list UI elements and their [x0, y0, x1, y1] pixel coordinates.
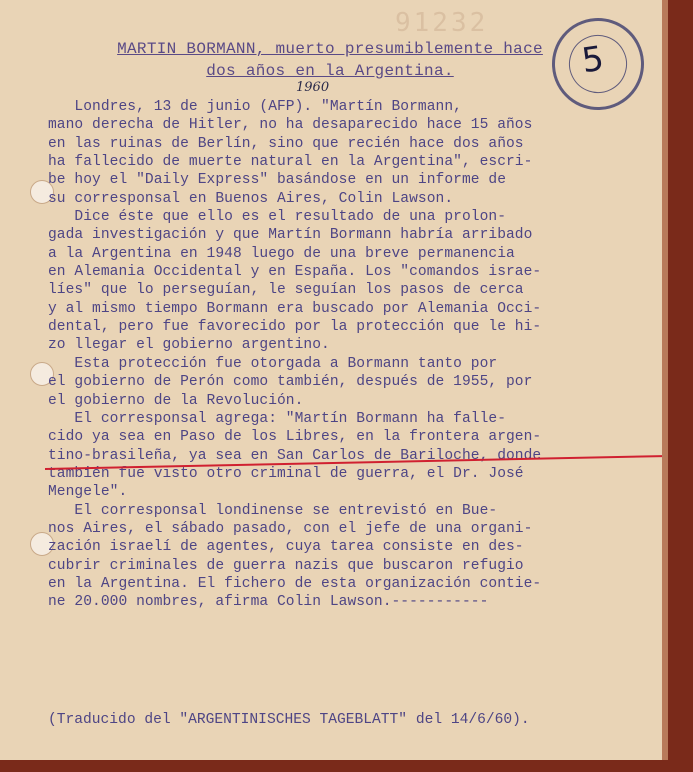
- text-line: Esta protección fue otorgada a Bormann tanto por: [48, 355, 498, 372]
- title-line-2: dos años en la Argentina.: [206, 62, 454, 80]
- text-line: gada investigación y que Martín Bormann habría arribado: [48, 227, 533, 244]
- text-line: cido ya sea en Paso de los Libres, en la frontera argen-: [48, 429, 542, 446]
- background-edge: [668, 0, 693, 772]
- document-title: [60, 38, 600, 82]
- article-body: [48, 98, 668, 612]
- text-line: zo llegar el gobierno argentino.: [48, 337, 330, 354]
- background-edge: [0, 760, 693, 772]
- text-line: El corresponsal londinense se entrevistó en Bue-: [48, 502, 498, 519]
- text-line: en las ruinas de Berlín, sino que recién hace dos años: [48, 135, 524, 152]
- text-line: a la Argentina en 1948 luego de una breve permanencia: [48, 245, 515, 262]
- text-line: ne 20.000 nombres, afirma Colin Lawson.-----------: [48, 594, 489, 611]
- stamp-number: 5: [579, 38, 607, 82]
- text-line: cubrir criminales de guerra nazis que buscaron refugio: [48, 557, 524, 574]
- text-line: El corresponsal agrega: "Martín Bormann ha falle-: [48, 410, 506, 427]
- text-line: el gobierno de la Revolución.: [48, 392, 304, 409]
- text-line: nos Aires, el sábado pasado, con el jefe de una organi-: [48, 520, 533, 537]
- text-line: en Alemania Occidental y en España. Los "comandos israe-: [48, 264, 542, 281]
- text-line: Mengele".: [48, 484, 128, 501]
- text-line: el gobierno de Perón como también, después de 1955, por: [48, 374, 533, 391]
- title-line-1: MARTIN BORMANN, muerto presumiblemente hace: [117, 40, 543, 58]
- handwritten-year: 1960: [296, 80, 330, 95]
- text-line: líes" que lo perseguían, le seguían los pasos de cerca: [48, 282, 524, 299]
- document-footer: (Traducido del "ARGENTINISCHES TAGEBLATT" del 14/6/60).: [48, 712, 530, 728]
- text-line: su corresponsal en Buenos Aires, Colin Lawson.: [48, 190, 454, 207]
- text-line: zación israelí de agentes, cuya tarea consiste en des-: [48, 539, 524, 556]
- text-line: Londres, 13 de junio (AFP). "Martín Bormann,: [48, 99, 462, 115]
- text-line: mano derecha de Hitler, no ha desaparecido hace 15 años: [48, 117, 533, 134]
- text-line: ha fallecido de muerte natural en la Argentina", escri-: [48, 154, 533, 171]
- faint-background-mark: 91232: [395, 8, 489, 38]
- text-line: y al mismo tiempo Bormann era buscado por Alemania Occi-: [48, 300, 542, 317]
- text-line: también fue visto otro criminal de guerra, el Dr. José: [48, 465, 524, 482]
- text-line: be hoy el "Daily Express" basándose en un informe de: [48, 172, 506, 189]
- text-line: Dice éste que ello es el resultado de una prolon-: [48, 209, 506, 226]
- text-line: en la Argentina. El fichero de esta organización contie-: [48, 575, 542, 592]
- text-line: dental, pero fue favorecido por la protección que le hi-: [48, 319, 542, 336]
- text-line: tino-brasileña, ya sea en San Carlos de Bariloche, donde: [48, 447, 542, 464]
